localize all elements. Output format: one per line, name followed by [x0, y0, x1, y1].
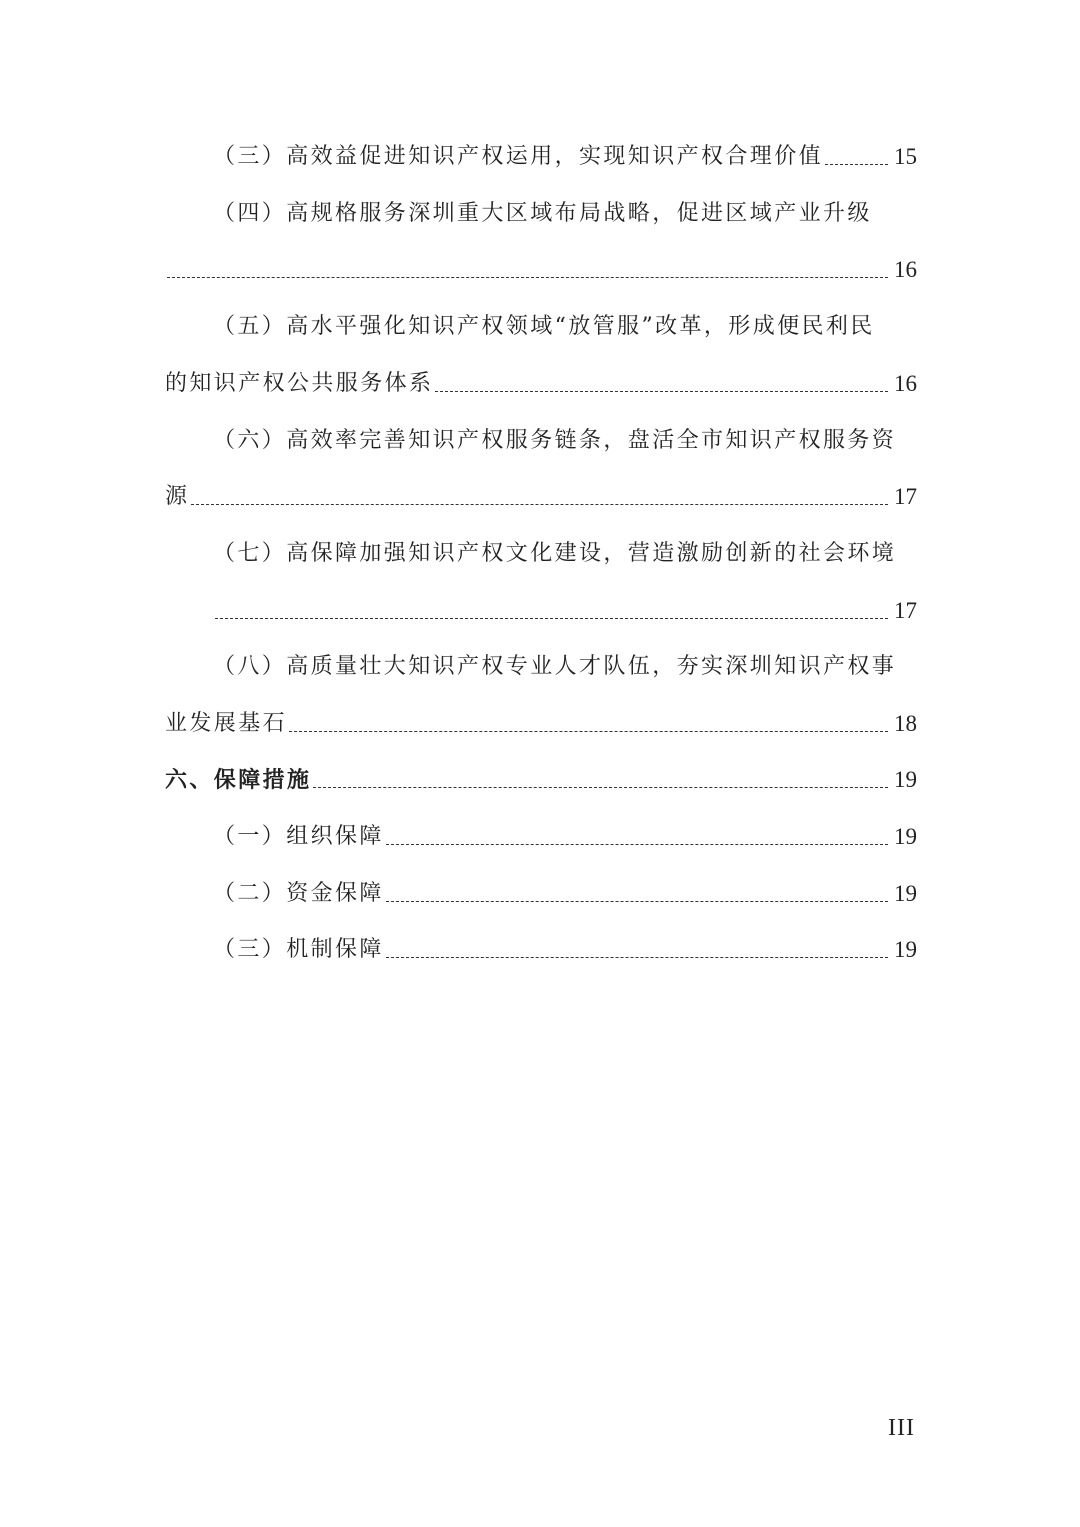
toc-page-number: 18	[894, 711, 917, 736]
toc-entry-text: （五）高水平强化知识产权领域“放管服”改革，形成便民利民	[213, 314, 875, 339]
toc-entry-text: （一）组织保障	[213, 824, 384, 849]
toc-entry-text: （三）高效益促进知识产权运用，实现知识产权合理价值	[213, 144, 824, 169]
toc-entry-text: （七）高保障加强知识产权文化建设，营造激励创新的社会环境	[213, 541, 897, 566]
leader-dots	[215, 618, 888, 619]
toc-page-number: 16	[894, 371, 917, 396]
toc-entry-text: （四）高规格服务深圳重大区域布局战略，促进区域产业升级	[213, 201, 872, 226]
toc-page-number: 19	[894, 881, 917, 906]
leader-dots	[435, 391, 888, 392]
toc-entry-7	[213, 534, 917, 574]
toc-entry-text-cont: 源	[165, 484, 190, 509]
toc-sub-2	[213, 874, 917, 914]
toc-entry-7-cont	[213, 591, 917, 631]
toc-section-title: 六、保障措施	[165, 767, 312, 793]
toc-entry-text-cont: 业发展基石	[165, 711, 288, 736]
toc-page-number: 19	[894, 824, 917, 849]
page-number-footer: III	[888, 1415, 915, 1441]
toc-entry-4-cont	[165, 250, 917, 290]
toc-entry-text: （二）资金保障	[213, 881, 384, 906]
toc-entry-text: （六）高效率完善知识产权服务链条，盘活全市知识产权服务资	[213, 428, 897, 453]
toc-entry-6-cont	[165, 477, 917, 517]
toc-entry-5	[213, 307, 917, 347]
leader-dots	[167, 277, 888, 278]
toc-entry-3	[213, 137, 917, 177]
toc-entry-5-cont	[165, 364, 917, 404]
toc-section-6	[165, 760, 917, 800]
leader-dots	[825, 164, 888, 165]
toc-entry-8-cont	[165, 704, 917, 744]
toc-page-number: 19	[894, 767, 917, 792]
toc-entry-text-cont: 的知识产权公共服务体系	[165, 371, 434, 396]
toc-page-number: 15	[894, 144, 917, 169]
toc-page-number: 17	[894, 598, 917, 623]
leader-dots	[386, 844, 888, 845]
leader-dots	[313, 787, 888, 788]
toc-page-number: 19	[894, 937, 917, 962]
toc-entry-6	[213, 421, 917, 461]
toc-sub-1	[213, 817, 917, 857]
toc-page-number: 16	[894, 257, 917, 282]
toc-entry-8	[213, 647, 917, 687]
toc-entry-4	[213, 194, 917, 234]
leader-dots	[191, 504, 888, 505]
leader-dots	[386, 957, 888, 958]
toc-page-number: 17	[894, 484, 917, 509]
toc-entry-text: （三）机制保障	[213, 937, 384, 962]
leader-dots	[386, 901, 888, 902]
leader-dots	[289, 731, 888, 732]
toc-sub-3	[213, 930, 917, 970]
toc-entry-text: （八）高质量壮大知识产权专业人才队伍，夯实深圳知识产权事	[213, 654, 897, 679]
